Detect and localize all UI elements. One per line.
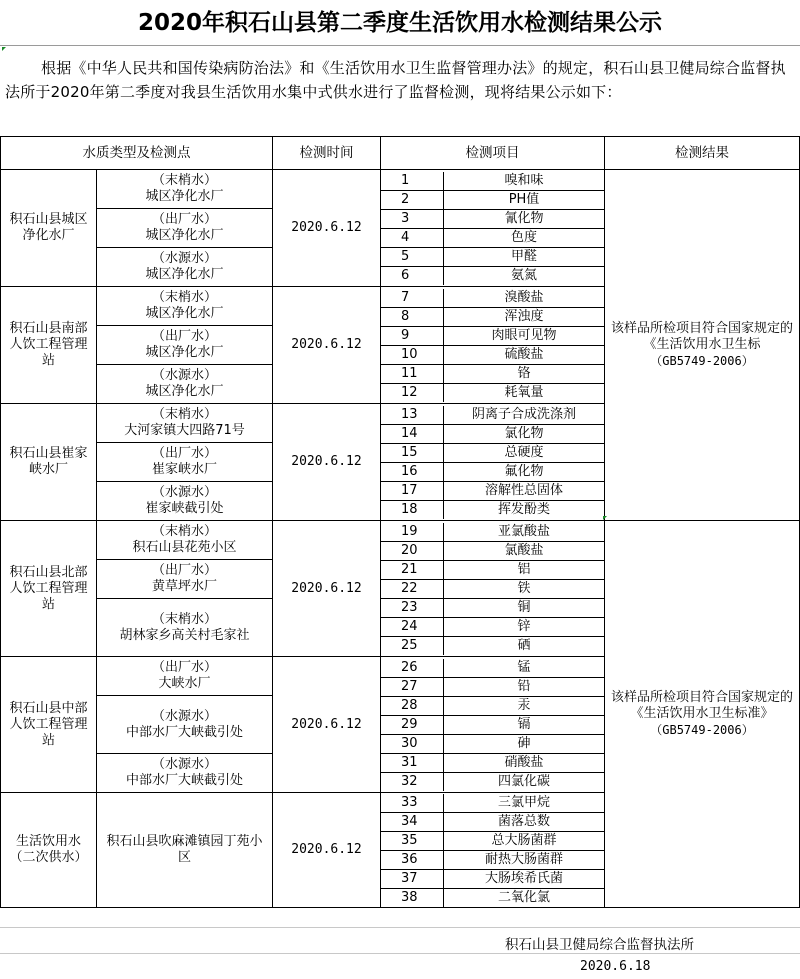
footer-divider <box>0 927 800 928</box>
test-time: 2020.6.12 <box>273 170 381 287</box>
page-title: 2020年积石山县第二季度生活饮用水检测结果公示 <box>0 0 800 46</box>
header-type: 水质类型及检测点 <box>1 137 273 170</box>
item-list: 26 锰 27 铅 28 汞 29 镉 30 砷 31 硝酸盐 32 四氯化碳 <box>381 657 605 793</box>
sign-date: 2020.6.18 <box>580 959 651 974</box>
header-result: 检测结果 <box>605 137 800 170</box>
intro-paragraph <box>5 56 797 104</box>
cell-marker-icon <box>2 47 6 51</box>
sample-point: （末梢水） 城区净化水厂 <box>97 287 273 326</box>
sample-point: （末梢水） 大河家镇大四路71号 <box>97 404 273 443</box>
sample-point: （水源水） 城区净化水厂 <box>97 248 273 287</box>
sample-point: （末梢水） 城区净化水厂 <box>97 170 273 209</box>
group-name: 积石山县中部人饮工程管理站 <box>1 657 97 793</box>
table-header-row <box>1 137 800 170</box>
result-cell: 该样品所检项目符合国家规定的《生活饮用水卫生标 （GB5749-2006） <box>605 170 800 521</box>
table-row <box>1 170 800 209</box>
item-list: 7 溴酸盐 8 浑浊度 9 肉眼可见物 10 硫酸盐 11 铬 12 耗氧量 <box>381 287 605 404</box>
group-name: 积石山县崔家峡水厂 <box>1 404 97 521</box>
sample-point: 积石山县吹麻滩镇园丁苑小区 <box>97 793 273 908</box>
group-name: 生活饮用水（二次供水） <box>1 793 97 908</box>
item-list: 13 阴离子合成洗涤剂 14 氯化物 15 总硬度 16 氟化物 17 溶解性总固体 18 挥发酚类 <box>381 404 605 521</box>
item-list: 19 亚氯酸盐 20 氯酸盐 21 铝 22 铁 23 铜 24 锌 25 硒 <box>381 521 605 657</box>
header-items: 检测项目 <box>381 137 605 170</box>
header-time: 检测时间 <box>273 137 381 170</box>
test-time: 2020.6.12 <box>273 404 381 521</box>
test-time: 2020.6.12 <box>273 793 381 908</box>
test-time: 2020.6.12 <box>273 657 381 793</box>
result-cell: 该样品所检项目符合国家规定的《生活饮用水卫生标准》 （GB5749-2006） <box>605 521 800 908</box>
item-list: 1 嗅和味 2 PH值 3 氰化物 4 色度 5 甲醛 6 氨氮 <box>381 170 605 287</box>
test-time: 2020.6.12 <box>273 521 381 657</box>
sample-point: （出厂水） 黄草坪水厂 <box>97 560 273 599</box>
table-row <box>1 521 800 560</box>
sample-point: （出厂水） 城区净化水厂 <box>97 209 273 248</box>
sample-point: （出厂水） 崔家峡水厂 <box>97 443 273 482</box>
sample-point: （水源水） 中部水厂大峡截引处 <box>97 696 273 754</box>
sample-point: （水源水） 崔家峡截引处 <box>97 482 273 521</box>
footer-divider <box>0 953 800 954</box>
signer: 积石山县卫健局综合监督执法所 <box>505 937 694 953</box>
sample-point: （末梢水） 积石山县花苑小区 <box>97 521 273 560</box>
intro-text: 根据《中华人民共和国传染病防治法》和《生活饮用水卫生监督管理办法》的规定，积石山县卫健局综合监督执法所于2020年第二季度对我县生活饮用水集中式供水进行了监督检测，现将结果公示如下： <box>5 59 786 101</box>
sample-point: （出厂水） 城区净化水厂 <box>97 326 273 365</box>
test-time: 2020.6.12 <box>273 287 381 404</box>
cell-marker-icon <box>603 516 607 520</box>
group-name: 积石山县北部人饮工程管理站 <box>1 521 97 657</box>
sample-point: （出厂水） 大峡水厂 <box>97 657 273 696</box>
sample-point: （末梢水） 胡林家乡高关村毛家社 <box>97 599 273 657</box>
results-table <box>0 136 800 908</box>
sample-point: （水源水） 城区净化水厂 <box>97 365 273 404</box>
group-name: 积石山县南部人饮工程管理站 <box>1 287 97 404</box>
item-list: 33 三氯甲烷 34 菌落总数 35 总大肠菌群 36 耐热大肠菌群 37 大肠埃希氏菌 38 二氧化氯 <box>381 793 605 908</box>
sample-point: （水源水） 中部水厂大峡截引处 <box>97 754 273 793</box>
group-name: 积石山县城区净化水厂 <box>1 170 97 287</box>
